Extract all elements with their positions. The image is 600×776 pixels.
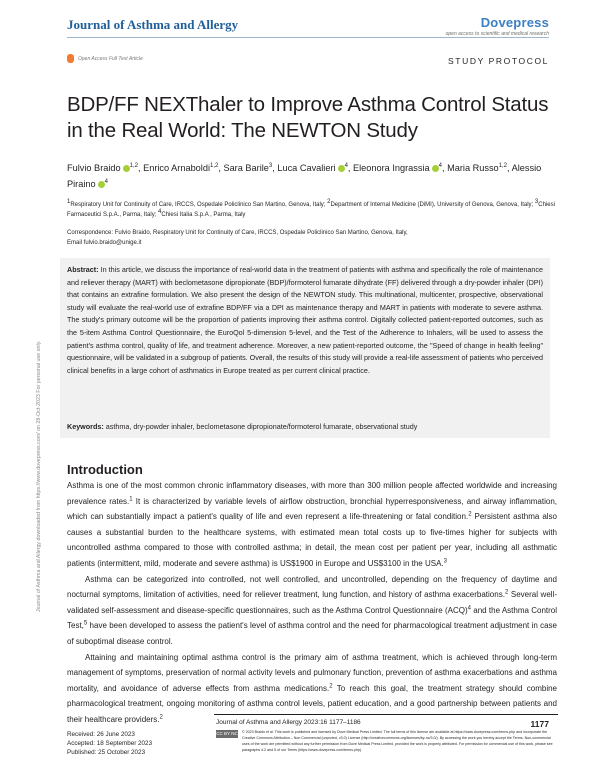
footer-divider — [214, 714, 558, 715]
affiliation: Chiesi Farmaceutici S.p.A., Parma, Italy; — [67, 202, 555, 218]
license-text: © 2023 Braido et al. This work is published and licensed by Dove Medical Press Limited. The full terms of this license are available at https://www.dovepress.com/terms.php and incorporate the Creative Commons Attribution – Non Commercial (unported, v3.0) License (http://creativecommons.org/licenses/by-nc/3.0/). By accessing the work you hereby accept the Terms. Non-commercial uses of the work are permitted without any further permission from Dove Medical Press Limited, provided the work is properly attributed. For permission for commercial use of this work, please see paragraphs 4.2 and 5 of our Terms (https://www.dovepress.com/terms.php). — [242, 730, 553, 752]
author-affiliation-ref: 1,2 — [129, 162, 138, 169]
paragraph: Asthma can be categorized into controlled, not well controlled, and uncontrolled, depending on the frequency of daytime and nocturnal symptoms, limitation of activities, need for reliever treatment, lung function, and history of asthma exacerbations.$^2$ Several well-validated self-assessment and disease-specific questionnaires, such as the Asthma Control Questionnaire (ACQ)$^4$ and the Asthma Control Test,$^5$ have been developed to assess the patient's level of asthma control and the need for pharmacological treatment adjustment in case of suboptimal disease control. — [67, 574, 558, 646]
keywords — [67, 422, 543, 431]
cc-license-icon[interactable]: CC BY NC — [216, 731, 238, 736]
page-number: 1177 — [530, 719, 549, 729]
correspondence-email[interactable]: Email fulvio.braido@unige.it — [67, 240, 142, 246]
keywords-label: Keywords: — [67, 422, 104, 431]
footer-citation: Journal of Asthma and Allergy 2023:16 1177–1186 — [216, 719, 361, 726]
orcid-icon[interactable] — [98, 181, 105, 188]
citation-ref[interactable]: 4 — [467, 605, 472, 612]
article-type: STUDY PROTOCOL — [448, 56, 549, 66]
received-date: Received: 26 June 2023 — [67, 731, 135, 738]
article-title: BDP/FF NEXThaler to Improve Asthma Control Status in the Real World: The NEWTON Study — [67, 93, 549, 142]
correspondence-address: Correspondence: Fulvio Braido, Respiratory Unit for Continuity of Care, IRCCS, Ospedale Policlinico San Martino, Genova, Italy, — [67, 230, 408, 236]
author-affiliation-ref: 4 — [438, 162, 442, 169]
affiliation-number: 2 — [327, 199, 331, 205]
citation-ref[interactable]: 2 — [504, 589, 509, 596]
abstract-text: In this article, we discuss the importance of real-world data in the treatment of patients with asthma and specifically the role of maintenance and reliever therapy (MART) with beclometasone dipropionate (BDP)/formoterol fumarate dihydrate (FF) delivered through a dry-powder inhaler (DPI) that contains an extrafine formulation. We also present the design of the NEWTON study. This multinational, multicenter, prospective, observational study will evaluate the real-world use of extrafine BDP/FF via a DPI as maintenance therapy and MART in patients with moderate to severe asthma. The study's primary outcome will be the proportion of patients improving their asthma control. Digitally collected patient-reported outcomes, such as the 5-item Asthma Control Questionnaire, the EuroQol 5-dimension 5-level, and the Test of the Adherence to Inhalers, will be used to assess the patient's asthma control, quality of life, and treatment adherence. Moreover, a new patient-reported outcome, the "Speed of change in health feeling" questionnaire, will be validated in a subgroup of patients. Overall, the results of this study will provide a real-life assessment of patients who perceived clinical benefits in a large cohort of asthmatics in Europe treated as per current clinical practice. — [67, 265, 544, 375]
keywords-text: asthma, dry-powder inhaler, beclometasone dipropionate/formoterol fumarate, observational study — [105, 422, 418, 431]
author-affiliation-ref: 3 — [268, 162, 273, 169]
author[interactable]: Eleonora Ingrassia $^4$ — [353, 162, 442, 173]
affiliation-number: 4 — [158, 209, 162, 215]
affiliation: Chiesi Italia S.p.A , Parma, Italy — [161, 212, 246, 218]
open-access-icon — [67, 54, 74, 63]
citation-ref[interactable]: 2 — [468, 511, 472, 518]
publisher-logo[interactable]: Dovepress — [480, 15, 549, 30]
citation-ref[interactable]: 3 — [443, 558, 447, 565]
author[interactable]: Maria Russo$^{1,2}$ — [447, 162, 507, 173]
author-affiliation-ref: 4 — [104, 178, 108, 185]
publisher-tagline: open access to scientific and medical research — [445, 31, 549, 37]
affiliation: Department of Internal Medicine (DiMI), University of Genova, Genova, Italy; — [330, 202, 534, 208]
header-divider — [67, 37, 549, 38]
introduction-body — [67, 478, 557, 728]
affiliation: Respiratory Unit for Continuity of Care, IRCCS, Ospedale Policlinico San Martino, Genova, Italy; — [70, 202, 326, 208]
citation-ref[interactable]: 5 — [83, 620, 88, 627]
journal-title: Journal of Asthma and Allergy — [67, 17, 239, 32]
author-list: Fulvio Braido $^{1,2}$, Enrico Arnaboldi$^{1,2}$, Sara Barile$^3$, Luca Cavalieri $^4$, Eleonora Ingrassia $^4$, Maria Russo$^{1,2}$, Alessio Piraino $^4$ — [67, 162, 542, 189]
affiliation-number: 1 — [67, 199, 71, 205]
abstract-label: Abstract: — [67, 265, 99, 274]
section-heading: Introduction — [67, 462, 143, 477]
author[interactable]: Fulvio Braido $^{1,2}$ — [67, 162, 138, 173]
author-affiliation-ref: 1,2 — [498, 162, 507, 169]
orcid-icon[interactable] — [432, 165, 439, 172]
citation-ref[interactable]: 2 — [159, 714, 163, 721]
affiliation-number: 3 — [534, 199, 539, 205]
open-access-label: Open Access Full Text Article — [78, 55, 143, 62]
accepted-date: Accepted: 18 September 2023 — [67, 740, 153, 747]
abstract — [67, 264, 543, 377]
author[interactable]: Luca Cavalieri $^4$ — [277, 162, 348, 173]
published-date: Published: 25 October 2023 — [67, 749, 146, 756]
author[interactable]: Enrico Arnaboldi$^{1,2}$ — [143, 162, 219, 173]
author-affiliation-ref: 1,2 — [209, 162, 219, 169]
correspondence — [67, 228, 557, 248]
open-access-badge — [67, 54, 143, 63]
citation-ref[interactable]: 2 — [329, 683, 333, 690]
paragraph: Asthma is one of the most common chronic inflammatory diseases, with more than 300 million people affected worldwide and increasing prevalence rates.$^1$ It is characterized by variable levels of airflow obstruction, bronchial hyperresponsiveness, and airway inflammation, which can substantially impact a patient's quality of life and even represent a life-threatening or fatal condition.$^2$ Persistent asthma also causes a substantial burden to the healthcare systems, with estimated mean total costs up to five-times higher for subjects with uncontrolled asthma compared to those with controlled asthma; in detail, the mean cost per patient per year, including all asthmatic patients (intermittent, mild, moderate and severe asthma) is US$1900 in Europe and US$3100 in the USA.$^3$ — [67, 481, 558, 568]
publication-dates — [67, 730, 152, 757]
orcid-icon[interactable] — [338, 165, 345, 172]
author-affiliation-ref: 4 — [344, 162, 348, 169]
download-watermark: Journal of Asthma and Allergy downloaded from https://www.dovepress.com/ on 28-Oct-2023 For personal use only. — [36, 340, 42, 612]
citation-ref[interactable]: 1 — [129, 495, 133, 502]
author[interactable]: Alessio Piraino $^4$ — [67, 163, 542, 189]
paragraph: Attaining and maintaining optimal asthma control is the primary aim of asthma treatment, which is achieved through long-term management of symptoms, preservation of normal activity levels and pulmonary function, prevention of asthma exacerbations and asthma mortality, and avoidance of adverse effects from asthma medications.$^2$ To reach this goal, the treatment strategy should combine pharmacological treatment, ongoing monitoring of asthma control levels, patient education, and a good partnership between patients and their healthcare providers.$^2$ — [67, 652, 557, 724]
orcid-icon[interactable] — [123, 165, 130, 172]
affiliations — [67, 200, 557, 220]
author[interactable]: Sara Barile$^3$ — [223, 162, 273, 173]
